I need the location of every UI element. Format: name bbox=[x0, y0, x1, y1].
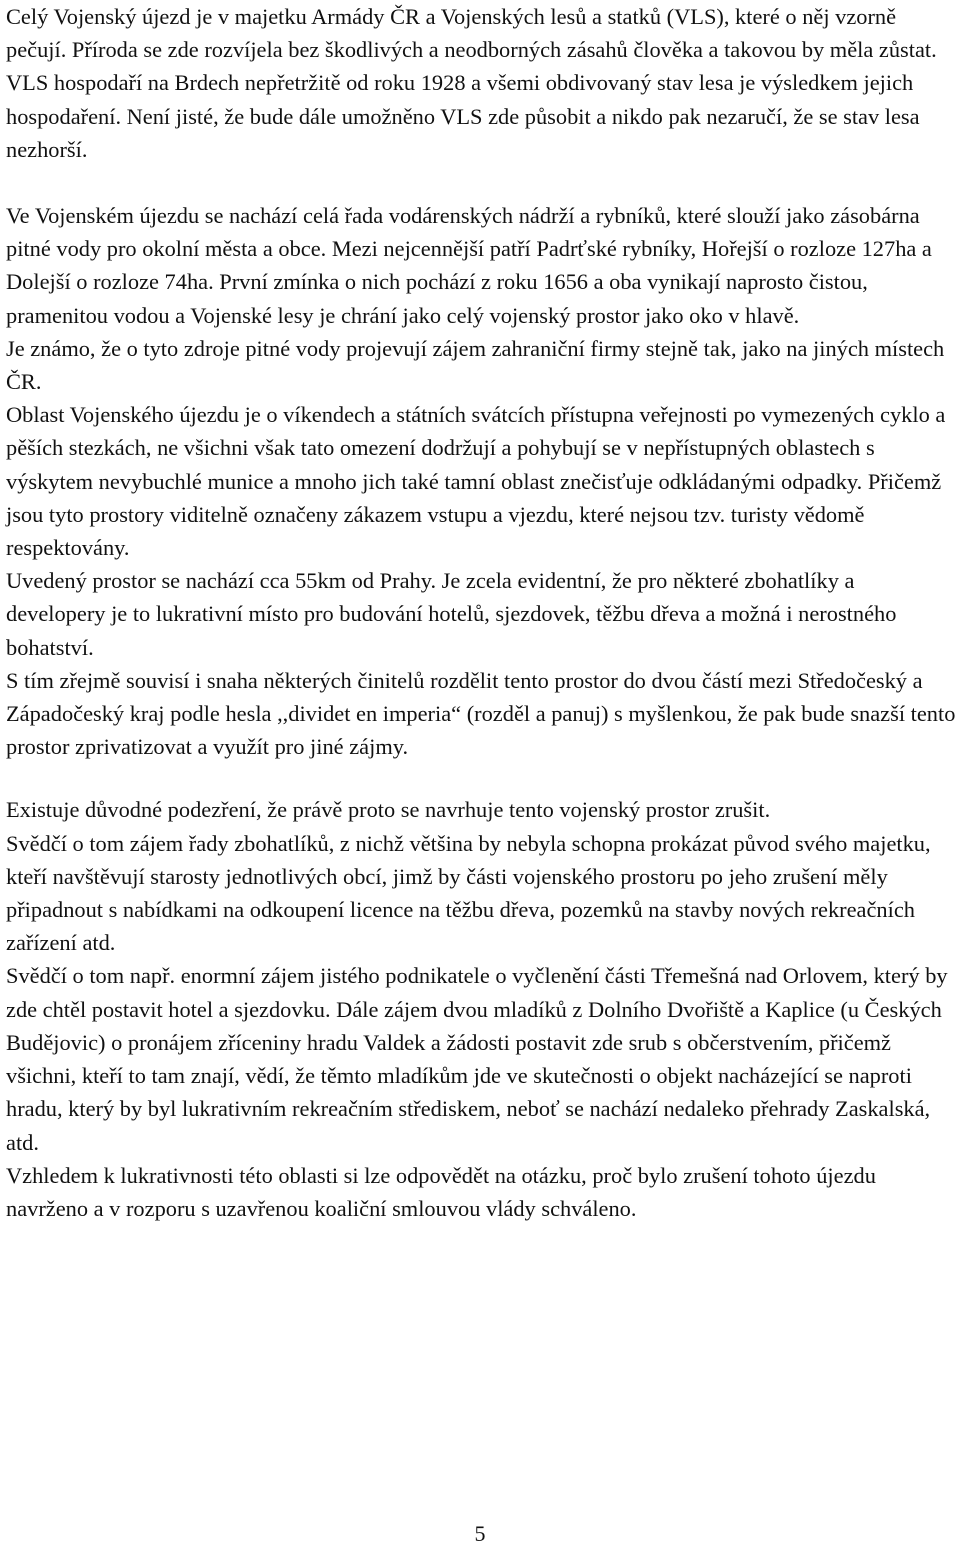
paragraph-suspicion: Existuje důvodné podezření, že právě proto se navrhuje tento vojenský prostor zrušit. bbox=[6, 797, 771, 823]
paragraph-conclusion: Vzhledem k lukrativnosti této oblasti si lze odpovědět na otázku, proč bylo zrušení tohoto újezdu navrženo a v rozporu s uzavřenou koaliční smlouvou vlády schváleno. bbox=[6, 1162, 876, 1221]
paragraph-vls-management: VLS hospodaří na Brdech nepřetržitě od roku 1928 a všemi obdivovaný stav lesa je výsledkem jejich hospodaření. Není jisté, že bude dále umožněno VLS zde působit a nikdo pak nezaručí, že se stav lesa nezhorší. bbox=[6, 70, 920, 162]
paragraph-public-access: Oblast Vojenského újezdu je o víkendech a státních svátcích přístupna veřejnosti po vymezených cyklo a pěších stezkách, ne všichni však tato omezení dodržují a pohybují se v nepřístupných oblastech s výskytem nevybuchlé munice a mnoho jich také tamní oblast znečisťuje odkládanými odpadky. Přičemž jsou tyto prostory viditelně označeny zákazem vstupu a vjezdu, které nejsou tzv. turisty vědomě respektovány. bbox=[6, 402, 946, 561]
document-page bbox=[6, 0, 958, 1225]
paragraph-spacer bbox=[6, 166, 958, 199]
paragraph-division-plan: S tím zřejmě souvisí i snaha některých činitelů rozdělit tento prostor do dvou částí mezi Středočeský a Západočeský kraj podle hesla ,,dividet en imperia“ (rozděl a panuj) s myšlenkou, že pak bude snazší tento prostor zprivatizovat a využít pro jiné zájmy. bbox=[6, 667, 956, 760]
paragraph-vls-ownership: Celý Vojenský újezd je v majetku Armády ČR a Vojenských lesů a statků (VLS), které o něj vzorně pečují. Příroda se zde rozvíjela bez škodlivých a neodborných zásahů člověka a takovou by měla zůstat. bbox=[6, 4, 937, 63]
paragraph-evidence-investors: Svědčí o tom zájem řady zbohatlíků, z nichž většina by nebyla schopna prokázat původ svého majetku, kteří navštěvují starosty jednotlivých obcí, jimž by části vojenského prostoru po jeho zrušení měly připadnout s nabídkami na odkoupení licence na těžbu dřeva, pozemků na stavby nových rekreačních zařízení atd. bbox=[6, 830, 931, 956]
paragraph-evidence-examples: Svědčí o tom např. enormní zájem jistého podnikatele o vyčlenění části Třemešná nad Orlovem, který by zde chtěl postavit hotel a sjezdovku. Dále zájem dvou mladíků z Dolního Dvořiště a Kaplice (u Českých Budějovic) o pronájem zříceniny hradu Valdek a žádosti postavit zde srub s občerstvením, přičemž všichni, kteří to tam znají, vědí, že těmto mladíkům jde ve skutečnosti o objekt nacházející se naproti hradu, který by byl lukrativním rekreačním střediskem, neboť se nachází nedaleko přehrady Zaskalská, atd. bbox=[6, 963, 948, 1155]
page-number: 5 bbox=[474, 1521, 486, 1546]
paragraph-location: Uvedený prostor se nachází cca 55km od Prahy. Je zcela evidentní, že pro některé zbohatlíky a developery je to lukrativní místo pro budování hotelů, sjezdovek, těžbu dřeva a možná i nerostného bohatství. bbox=[6, 568, 897, 660]
paragraph-foreign-interest: Je známo, že o tyto zdroje pitné vody projevují zájem zahraniční firmy stejně tak, jako na jiných místech ČR. bbox=[6, 335, 945, 395]
paragraph-water-reservoirs: Ve Vojenském újezdu se nachází celá řada vodárenských nádrží a rybníků, které slouží jako zásobárna pitné vody pro okolní města a obce. Mezi nejcennější patří Padrťské rybníky, Hořejší o rozloze 127ha a Dolejší o rozloze 74ha. První zmínka o nich pochází z roku 1656 a oba vynikají naprosto čistou, pramenitou vodou a Vojenské lesy je chrání jako celý vojenský prostor jako oko v hlavě. bbox=[6, 203, 932, 328]
paragraph-spacer bbox=[6, 763, 958, 793]
